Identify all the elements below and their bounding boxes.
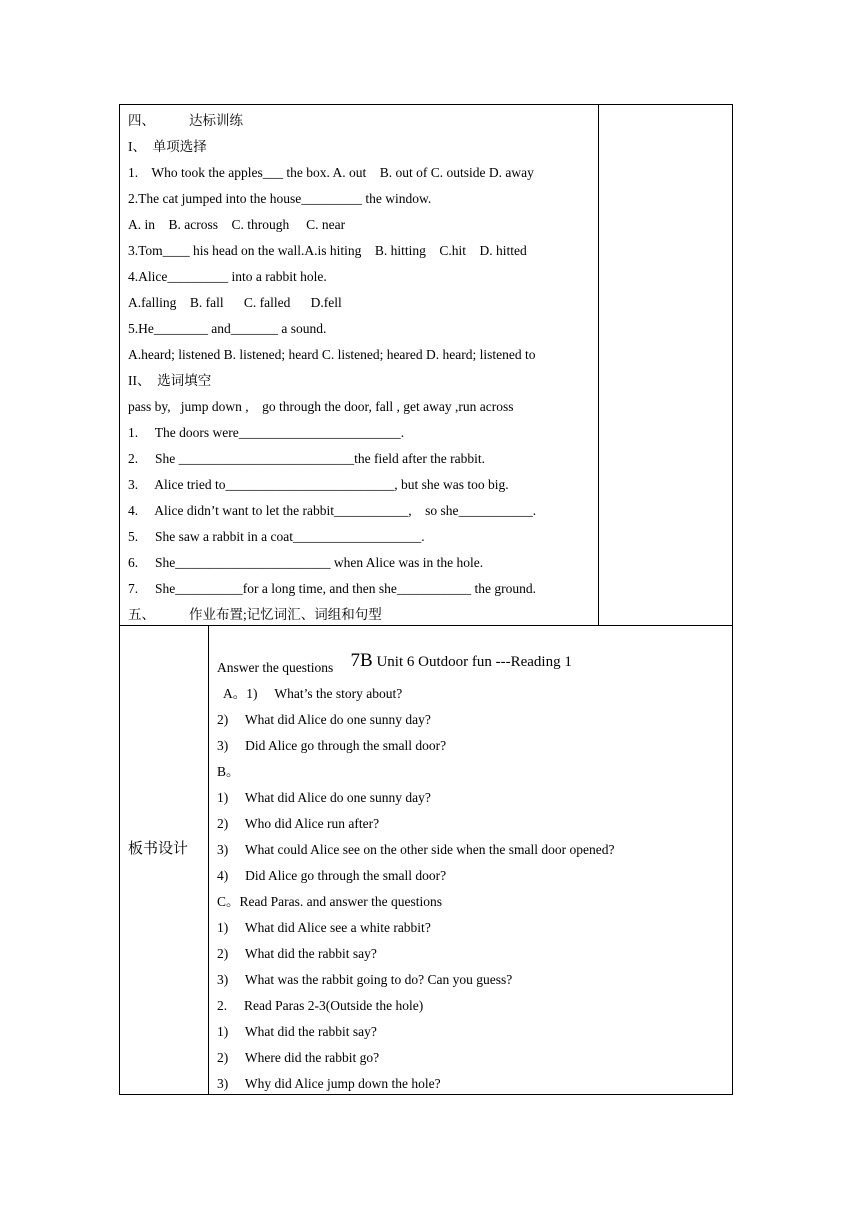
section4-heading: 达标训练 xyxy=(189,113,243,128)
question-5-options: A.heard; listened B. listened; heard C. listened; heared D. heard; listened to xyxy=(128,347,536,362)
fill-5: 5. She saw a rabbit in a coat___________________. xyxy=(128,529,425,544)
board-title-text: Unit 6 Outdoor fun ---Reading 1 xyxy=(372,654,572,670)
part2-heading: II、 选词填空 xyxy=(128,373,212,388)
fill-6: 6. She_______________________ when Alice was in the hole. xyxy=(128,555,484,570)
col-divider-bottom-row xyxy=(208,625,209,1095)
board-design-label: 板书设计 xyxy=(128,841,189,857)
question-4-options: A.falling B. fall C. falled D.fell xyxy=(128,295,342,310)
board-line: C。Read Paras. and answer the questions xyxy=(217,894,442,909)
part1-heading: I、 单项选择 xyxy=(128,139,207,154)
fill-4: 4. Alice didn’t want to let the rabbit___________, so she___________. xyxy=(128,503,537,518)
word-bank: pass by, jump down , go through the door, fall , get away ,run across xyxy=(128,399,514,414)
question-2-options: A. in B. across C. through C. near xyxy=(128,217,346,232)
board-line: 1) What did the rabbit say? xyxy=(217,1024,377,1039)
board-line: 1) What did Alice see a white rabbit? xyxy=(217,920,431,935)
fill-3: 3. Alice tried to_________________________, but she was too big. xyxy=(128,477,509,492)
board-line: 2) What did Alice do one sunny day? xyxy=(217,712,431,727)
section4-number: 四、 xyxy=(128,113,155,128)
board-line: 4) Did Alice go through the small door? xyxy=(217,868,447,883)
board-line: Answer the questions xyxy=(217,660,334,675)
question-2: 2.The cat jumped into the house_________ the window. xyxy=(128,191,432,206)
fill-2: 2. She __________________________the field after the rabbit. xyxy=(128,451,485,466)
board-line: 3) Why did Alice jump down the hole? xyxy=(217,1076,441,1091)
table-border-left xyxy=(119,104,120,1095)
board-line: 2) What did the rabbit say? xyxy=(217,946,377,961)
question-4: 4.Alice_________ into a rabbit hole. xyxy=(128,269,327,284)
section5-heading: 作业布置;记忆词汇、词组和句型 xyxy=(189,607,382,622)
board-line: 3) What could Alice see on the other side when the small door opened? xyxy=(217,842,615,857)
board-line: 2) Who did Alice run after? xyxy=(217,816,380,831)
board-title-grade: 7B xyxy=(350,650,373,671)
row-divider xyxy=(119,625,733,626)
board-line: 2) Where did the rabbit go? xyxy=(217,1050,380,1065)
fill-1: 1. The doors were________________________. xyxy=(128,425,405,440)
board-line: B。 xyxy=(217,764,240,779)
table-border-bottom xyxy=(119,1094,733,1095)
table-border-right xyxy=(732,104,733,1095)
question-3: 3.Tom____ his head on the wall.A.is hiting B. hitting C.hit D. hitted xyxy=(128,243,527,258)
board-line: 1) What did Alice do one sunny day? xyxy=(217,790,431,805)
board-line: 3) Did Alice go through the small door? xyxy=(217,738,447,753)
table-border-top xyxy=(119,104,733,105)
fill-7: 7. She__________for a long time, and then she___________ the ground. xyxy=(128,581,536,596)
section5-number: 五、 xyxy=(128,607,155,622)
board-line: 2. Read Paras 2-3(Outside the hole) xyxy=(217,998,424,1013)
board-title xyxy=(343,631,572,672)
board-line: 3) What was the rabbit going to do? Can you guess? xyxy=(217,972,513,987)
question-5: 5.He________ and_______ a sound. xyxy=(128,321,327,336)
question-1: 1. Who took the apples___ the box. A. out B. out of C. outside D. away xyxy=(128,165,534,180)
board-line: A。1) What’s the story about? xyxy=(217,686,403,701)
col-divider-top-row xyxy=(598,104,599,626)
